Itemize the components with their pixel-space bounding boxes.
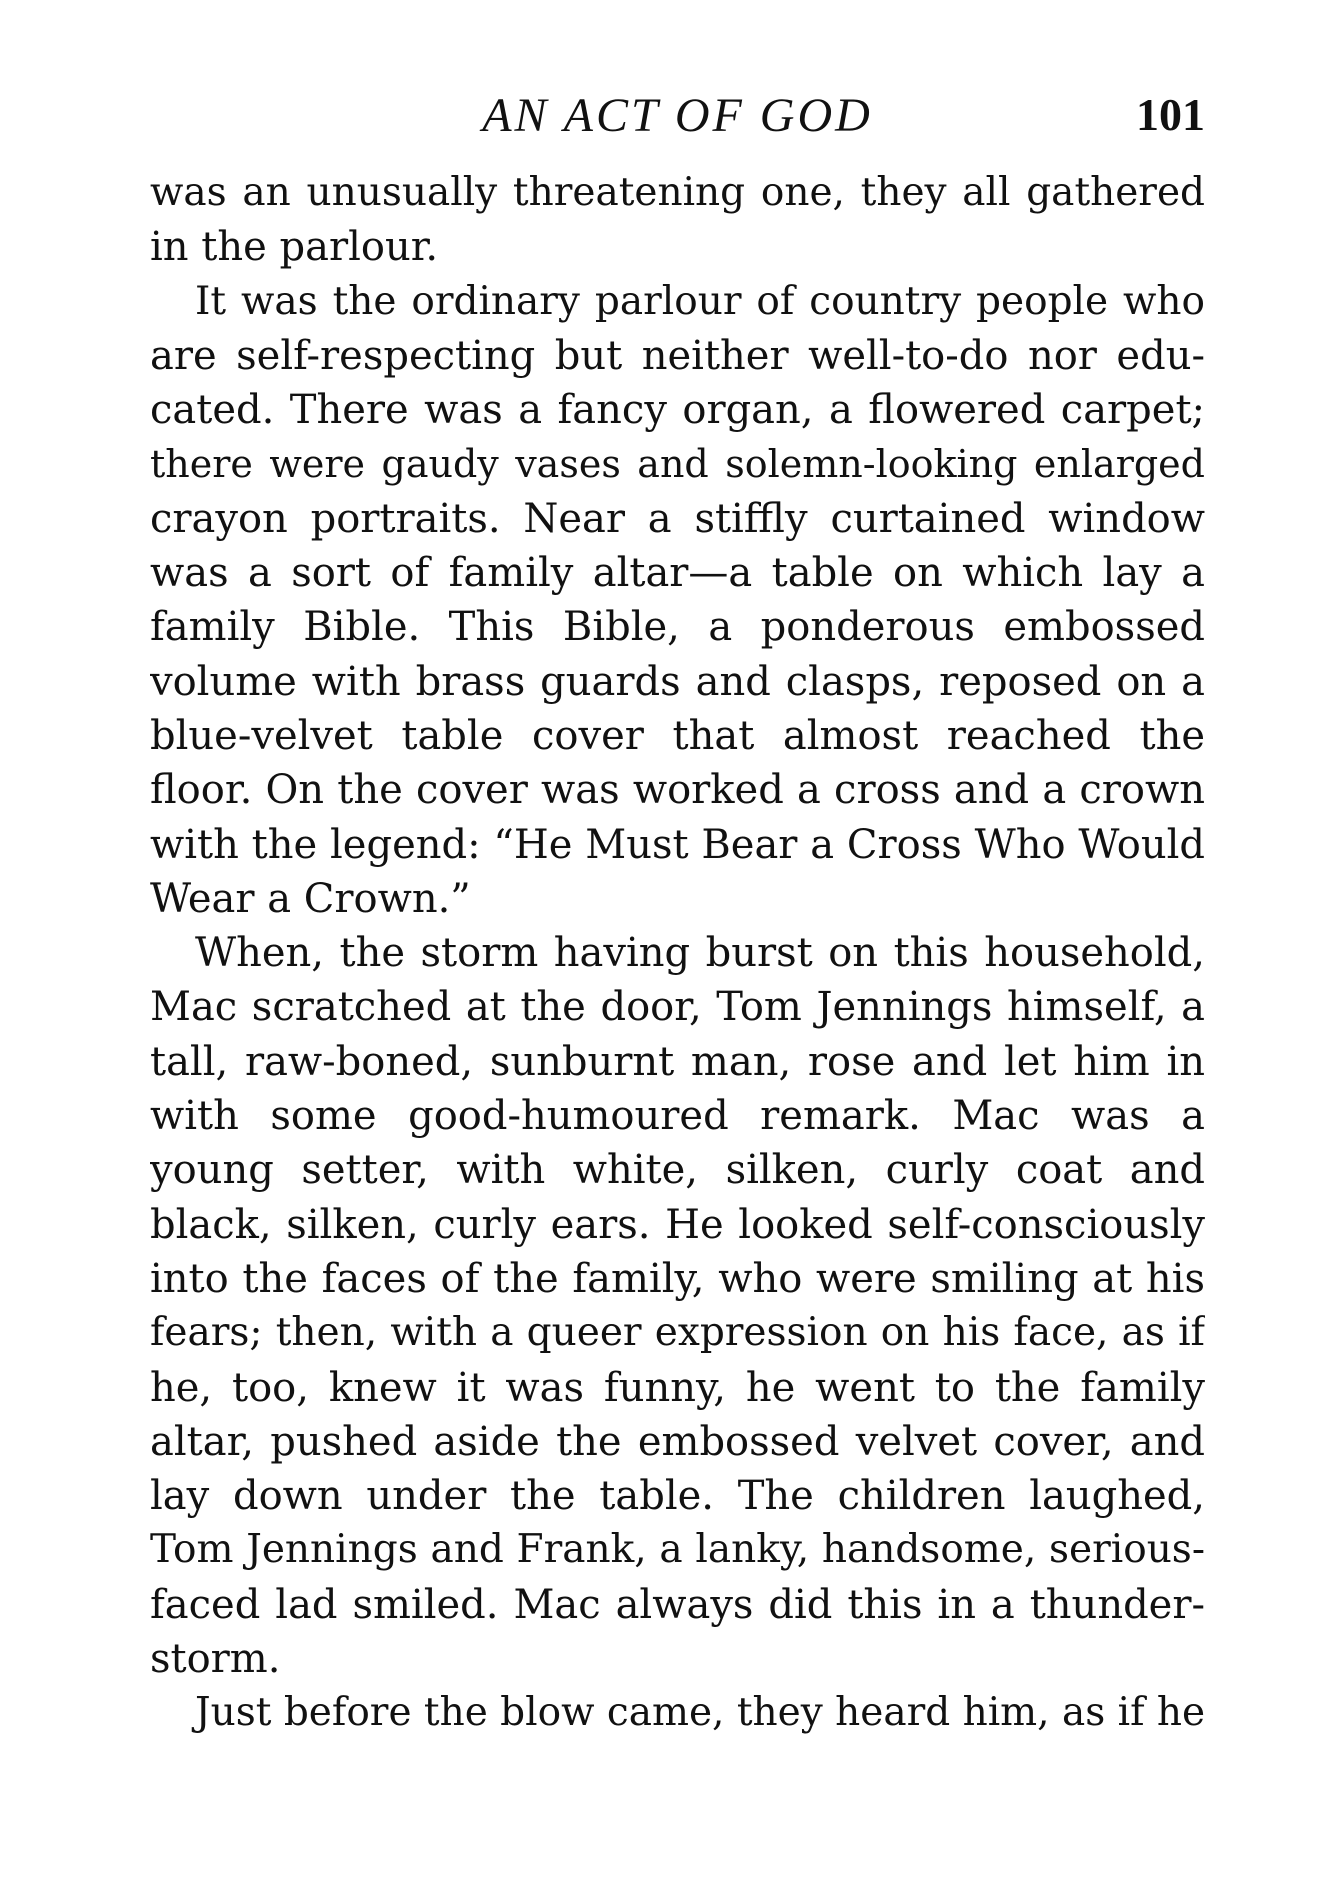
text-line: young setter, with white, silken, curly coat and <box>150 1147 1205 1194</box>
text-line: cated. There was a fancy organ, a flowered carpet; <box>150 387 1205 434</box>
text-line: faced lad smiled. Mac always did this in a thunder- <box>150 1581 1205 1628</box>
text-line: fears; then, with a queer expression on his face, as if <box>150 1310 1205 1356</box>
text-line: with the legend: “He Must Bear a Cross Who Would <box>150 821 1205 868</box>
text-line: Mac scratched at the door, Tom Jennings himself, a <box>150 984 1205 1031</box>
text-line: he, too, knew it was funny, he went to the family <box>150 1364 1205 1411</box>
body-text <box>150 166 1205 1741</box>
text-line: there were gaudy vases and solemn-looking enlarged <box>150 442 1205 487</box>
text-line: black, silken, curly ears. He looked self-consciously <box>150 1201 1205 1248</box>
text-line: was a sort of family altar—a table on which lay a <box>150 550 1205 597</box>
text-line: altar, pushed aside the embossed velvet cover, and <box>150 1418 1205 1465</box>
text-line: was an unusually threatening one, they all gathered <box>150 170 1205 215</box>
text-line: Wear a Crown.” <box>150 875 471 922</box>
text-line: storm. <box>150 1636 281 1683</box>
text-line: in the parlour. <box>150 224 439 271</box>
text-line: tall, raw-boned, sunburnt man, rose and let him in <box>150 1038 1205 1085</box>
running-head <box>150 88 1205 148</box>
text-line: floor. On the cover was worked a cross and a crown <box>150 767 1205 814</box>
text-line: It was the ordinary parlour of country people who <box>195 278 1205 324</box>
text-line: When, the storm having burst on this household, <box>195 930 1205 977</box>
text-line: Just before the blow came, they heard him, as if he <box>195 1690 1205 1736</box>
text-line: blue-velvet table cover that almost reached the <box>150 712 1205 759</box>
text-line: lay down under the table. The children laughed, <box>150 1473 1205 1520</box>
text-line: into the faces of the family, who were smiling at his <box>150 1255 1205 1302</box>
page-number: 101 <box>1136 89 1205 140</box>
text-line: crayon portraits. Near a stiffly curtained window <box>150 495 1205 542</box>
text-line: volume with brass guards and clasps, reposed on a <box>150 658 1205 705</box>
text-line: Tom Jennings and Frank, a lanky, handsome, serious- <box>150 1527 1205 1573</box>
text-line: family Bible. This Bible, a ponderous embossed <box>150 604 1205 651</box>
text-line: with some good-humoured remark. Mac was a <box>150 1093 1205 1140</box>
running-title: AN ACT OF GOD <box>482 89 873 142</box>
text-line: are self-respecting but neither well-to-do nor edu- <box>150 332 1205 379</box>
